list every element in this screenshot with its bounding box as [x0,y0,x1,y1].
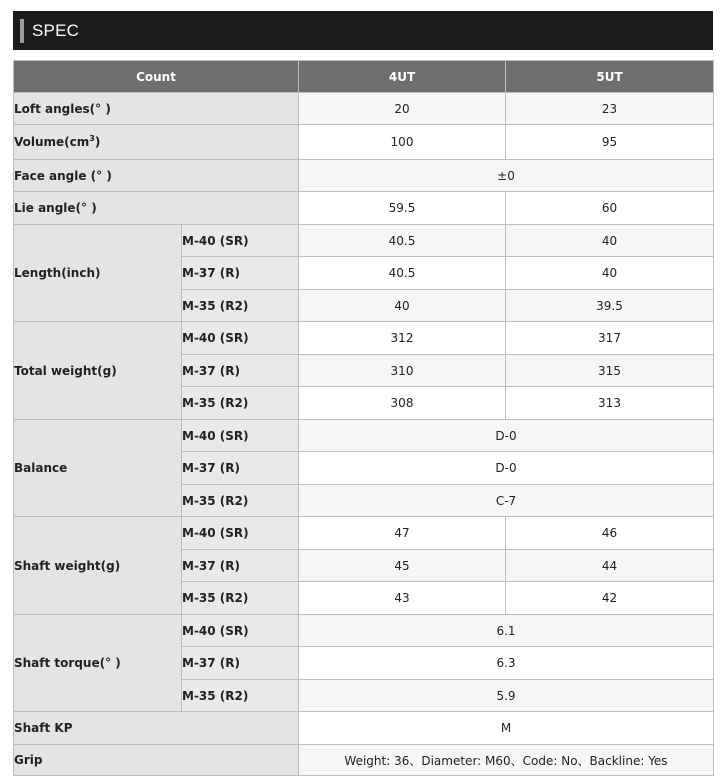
row-label-volume [14,125,299,160]
volume-label-sup: 3 [89,134,95,143]
volume-label-text: Volume(cm [14,135,90,149]
row-label-grip: Grip [14,745,299,776]
cell-value: 42 [506,582,714,615]
volume-label-tail: ) [94,135,101,149]
sub-label: M-35 (R2) [182,290,299,322]
sub-label: M-37 (R) [182,452,299,485]
cell-value: 315 [506,355,714,387]
sub-label: M-40 (SR) [182,420,299,452]
row-label-loft: Loft angles(° ) [14,93,299,125]
cell-value: 5.9 [299,680,714,712]
cell-value: 40.5 [299,225,506,257]
section-title: SPEC [32,20,80,40]
table-row [14,125,714,160]
sub-label: M-35 (R2) [182,387,299,420]
sub-label: M-37 (R) [182,647,299,680]
cell-value: ±0 [299,160,714,192]
table-row [14,225,714,257]
cell-value: 6.1 [299,615,714,647]
sub-label: M-40 (SR) [182,322,299,355]
cell-value: M [299,712,714,745]
cell-value: 46 [506,517,714,550]
table-row [14,745,714,776]
sub-label: M-35 (R2) [182,680,299,712]
sub-label: M-40 (SR) [182,517,299,550]
sub-label: M-35 (R2) [182,485,299,517]
cell-value: 6.3 [299,647,714,680]
column-header-count: Count [14,61,299,93]
row-label-length: Length(inch) [14,225,182,322]
cell-value: 45 [299,550,506,582]
cell-value: 60 [506,192,714,225]
cell-value: 100 [299,125,506,160]
cell-value: 308 [299,387,506,420]
cell-value: 40 [506,225,714,257]
cell-value: 40 [299,290,506,322]
header-accent-bar [20,19,24,43]
row-label-shaft-kp: Shaft KP [14,712,299,745]
table-row [14,93,714,125]
cell-value: 313 [506,387,714,420]
table-row [14,192,714,225]
table-row [14,517,714,550]
cell-value: 44 [506,550,714,582]
table-header-row [14,61,714,93]
cell-value: 59.5 [299,192,506,225]
cell-value: 95 [506,125,714,160]
cell-value: 47 [299,517,506,550]
row-label-shaft-weight: Shaft weight(g) [14,517,182,615]
cell-value: D-0 [299,420,714,452]
spec-table [13,60,714,776]
cell-value: C-7 [299,485,714,517]
cell-value: D-0 [299,452,714,485]
sub-label: M-40 (SR) [182,225,299,257]
table-row [14,712,714,745]
row-label-total-weight: Total weight(g) [14,322,182,420]
cell-value: 310 [299,355,506,387]
sub-label: M-37 (R) [182,550,299,582]
sub-label: M-40 (SR) [182,615,299,647]
sub-label: M-37 (R) [182,355,299,387]
column-header-5ut: 5UT [506,61,714,93]
row-label-lie-angle: Lie angle(° ) [14,192,299,225]
cell-value: 20 [299,93,506,125]
sub-label: M-37 (R) [182,257,299,290]
cell-value: 23 [506,93,714,125]
cell-value: 43 [299,582,506,615]
section-header [13,11,713,50]
row-label-balance: Balance [14,420,182,517]
row-label-face-angle: Face angle (° ) [14,160,299,192]
column-header-4ut: 4UT [299,61,506,93]
cell-value: 39.5 [506,290,714,322]
table-row [14,322,714,355]
cell-value: 40 [506,257,714,290]
row-label-shaft-torque: Shaft torque(° ) [14,615,182,712]
cell-value: 317 [506,322,714,355]
table-row [14,420,714,452]
cell-value: Weight: 36、Diameter: M60、Code: No、Backline: Yes [299,745,714,776]
sub-label: M-35 (R2) [182,582,299,615]
cell-value: 40.5 [299,257,506,290]
table-row [14,160,714,192]
cell-value: 312 [299,322,506,355]
table-row [14,615,714,647]
